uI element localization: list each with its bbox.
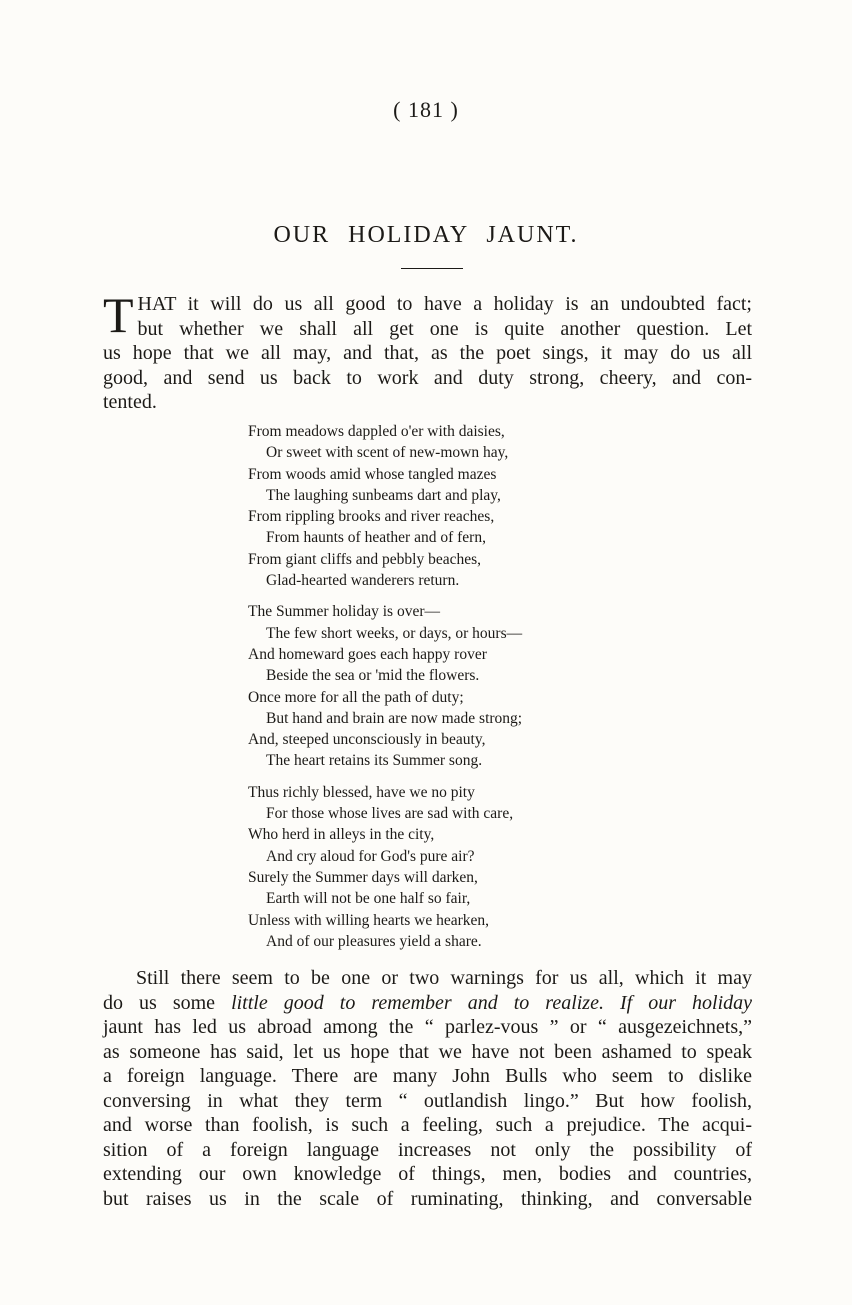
poem-line: Glad-hearted wanderers return. <box>266 572 460 590</box>
closing-line: as someone has said, let us hope that we have not been ashamed to speak <box>103 1040 752 1063</box>
closing-line: and worse than foolish, is such a feeling, such a prejudice. The acqui- <box>103 1114 752 1136</box>
poem-line: And of our pleasures yield a share. <box>266 932 482 950</box>
poem-line: Surely the Summer days will darken, <box>248 868 478 886</box>
closing-line: a foreign language. There are many John Bulls who seem to dislike <box>103 1065 752 1087</box>
article-title: OUR HOLIDAY JAUNT. <box>273 222 579 248</box>
poem-line: And cry aloud for God's pure air? <box>266 847 475 865</box>
poem-line: Once more for all the path of duty; <box>248 688 464 706</box>
poem-line: For those whose lives are sad with care, <box>266 805 514 823</box>
intro-paragraph <box>103 287 752 415</box>
intro-line: but whether we shall all get one is quite another question. Let <box>137 317 752 340</box>
poem-line: From woods amid whose tangled mazes <box>248 465 497 483</box>
closing-italic-text: little good to remember and to realize. If our holiday <box>231 991 753 1014</box>
poem-line: From rippling brooks and river reaches, <box>248 508 495 526</box>
poem-line: Beside the sea or 'mid the flowers. <box>266 667 480 685</box>
closing-line: sition of a foreign language increases not only the possibility of <box>103 1138 752 1161</box>
closing-line: Still there seem to be one or two warnings for us all, which it may <box>136 967 752 989</box>
page-number: ( 181 ) <box>393 97 459 122</box>
closing-line: but raises us in the scale of ruminating, thinking, and conversable <box>103 1187 752 1210</box>
poem-line: From giant cliffs and pebbly beaches, <box>248 550 482 568</box>
poem-stanza <box>248 421 522 591</box>
poem-line: And homeward goes each happy rover <box>248 645 487 663</box>
closing-line: conversing in what they term “ outlandish lingo.” But how foolish, <box>103 1089 752 1112</box>
poem-line: From haunts of heather and of fern, <box>266 529 486 547</box>
poem-line: But hand and brain are now made strong; <box>266 709 523 727</box>
title-rule <box>401 268 463 269</box>
poem-line: Or sweet with scent of new-mown hay, <box>266 444 509 462</box>
intro-line: us hope that we all may, and that, as the poet sings, it may do us all <box>103 342 752 364</box>
drop-cap: T <box>103 287 134 343</box>
poem-line: Earth will not be one half so fair, <box>266 890 471 908</box>
closing-line: extending our own knowledge of things, men, bodies and countries, <box>103 1163 752 1185</box>
closing-line: jaunt has led us abroad among the “ parlez-vous ” or “ ausgezeichnets,” <box>103 1016 752 1038</box>
poem-line: From meadows dappled o'er with daisies, <box>248 423 505 440</box>
closing-paragraph <box>103 966 752 1211</box>
closing-line <box>103 991 752 1016</box>
poem-line: The few short weeks, or days, or hours— <box>266 624 523 642</box>
poem <box>248 421 522 962</box>
poem-line: Unless with willing hearts we hearken, <box>248 911 490 929</box>
poem-line: The Summer holiday is over— <box>248 603 440 621</box>
poem-line: Who herd in alleys in the city, <box>248 826 435 844</box>
poem-stanza <box>248 601 522 771</box>
intro-line: good, and send us back to work and duty strong, cheery, and con- <box>103 366 752 389</box>
poem-stanza <box>248 782 522 952</box>
intro-line: tented. <box>103 391 157 413</box>
poem-line: The heart retains its Summer song. <box>266 752 483 770</box>
poem-line: The laughing sunbeams dart and play, <box>266 486 501 504</box>
intro-line: HAT it will do us all good to have a holiday is an undoubted fact; <box>137 293 752 315</box>
closing-text: do us some <box>103 991 232 1014</box>
poem-line: Thus richly blessed, have we no pity <box>248 783 475 801</box>
poem-line: And, steeped unconsciously in beauty, <box>248 731 486 749</box>
